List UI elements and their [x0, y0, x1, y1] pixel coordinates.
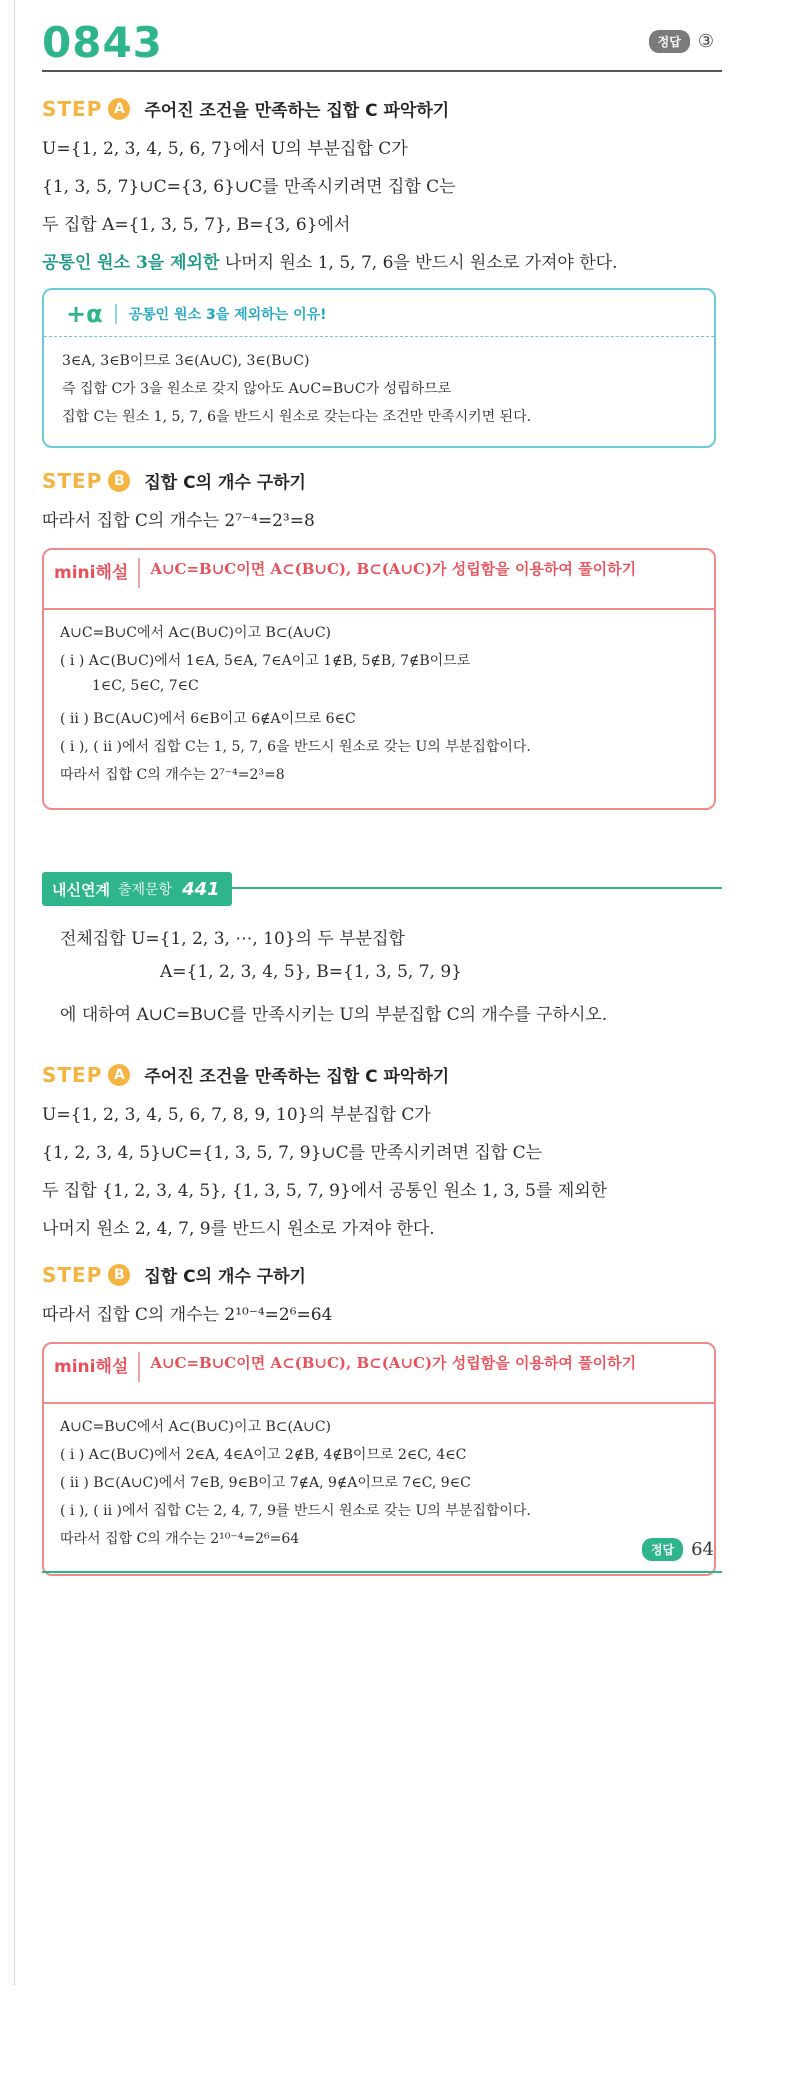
body-line: {1, 2, 3, 4, 5}∪C={1, 3, 5, 7, 9}∪C를 만족시키려면 집합 C는: [42, 1143, 543, 1163]
body-line: 나머지 원소 2, 4, 7, 9를 반드시 원소로 가져야 한다.: [42, 1219, 435, 1239]
mini-explanation-box: [42, 548, 716, 810]
mini-line: A∪C=B∪C에서 A⊂(B∪C)이고 B⊂(A∪C): [60, 1419, 332, 1435]
mini-line: ( i ), ( ii )에서 집합 C는 1, 5, 7, 6을 반드시 원소로 갖는 U의 부분집합이다.: [60, 739, 531, 755]
mini-header: [54, 558, 680, 588]
answer-header: [649, 30, 714, 53]
mini-title: A∪C=B∪C이면 A⊂(B∪C), B⊂(A∪C)가 성립함을 이용하여 풀이하기: [150, 560, 637, 578]
mini-label: mini해설: [54, 1357, 129, 1377]
step-letter-badge: B: [108, 1264, 130, 1286]
related-number: 441: [178, 874, 230, 904]
plus-alpha-line: 3∈A, 3∈B이므로 3∈(A∪C), 3∈(B∪C): [62, 353, 310, 369]
divider-bar: [138, 558, 140, 588]
body-text: 나머지 원소 1, 5, 7, 6을 반드시 원소로 가져야 한다.: [219, 253, 618, 273]
mini-header: [54, 1352, 680, 1382]
body-line: U={1, 2, 3, 4, 5, 6, 7}에서 U의 부분집합 C가: [42, 139, 408, 159]
mini-title: A∪C=B∪C이면 A⊂(B∪C), B⊂(A∪C)가 성립함을 이용하여 풀이하기: [150, 1354, 637, 1372]
answer-badge: 정답: [649, 30, 690, 53]
mini-line: 따라서 집합 C의 개수는 2¹⁰⁻⁴=2⁶=64: [60, 1531, 300, 1547]
step-label: STEP: [42, 96, 103, 121]
mini-line: A∪C=B∪C에서 A⊂(B∪C)이고 B⊂(A∪C): [60, 625, 332, 641]
step-title: 주어진 조건을 만족하는 집합 C 파악하기: [144, 1067, 450, 1087]
highlight-text: 공통인 원소 3을 제외한: [42, 253, 220, 273]
step-a-heading: [42, 96, 449, 121]
step-letter-badge: A: [108, 98, 130, 120]
plus-alpha-line: 즉 집합 C가 3을 원소로 갖지 않아도 A∪C=B∪C가 성립하므로: [62, 381, 452, 397]
related-label: 내신연계: [44, 874, 118, 904]
divider-bar: [138, 1352, 140, 1382]
mini-line: ( ii ) B⊂(A∪C)에서 7∈B, 9∈B이고 7∉A, 9∉A이므로 7∈C, 9∈C: [60, 1475, 471, 1491]
margin-dotted-line: [14, 0, 15, 1985]
body-line: 두 집합 {1, 2, 3, 4, 5}, {1, 3, 5, 7, 9}에서 공통인 원소 1, 3, 5를 제외한: [42, 1181, 608, 1201]
mini-line: ( i ), ( ii )에서 집합 C는 2, 4, 7, 9를 반드시 원소로 갖는 U의 부분집합이다.: [60, 1503, 531, 1519]
mini-line: 따라서 집합 C의 개수는 2⁷⁻⁴=2³=8: [60, 767, 285, 783]
body-line: 따라서 집합 C의 개수는 2¹⁰⁻⁴=2⁶=64: [42, 1305, 333, 1325]
problem-number: 0843: [42, 18, 163, 67]
header-divider: [42, 70, 722, 72]
plus-alpha-separator: [44, 336, 714, 337]
step-title: 집합 C의 개수 구하기: [144, 473, 306, 493]
body-line: 두 집합 A={1, 3, 5, 7}, B={3, 6}에서: [42, 215, 351, 235]
step-b-heading: [42, 468, 306, 493]
final-answer-badge: 정답: [642, 1538, 683, 1561]
answer-value: ③: [697, 31, 714, 52]
body-line: U={1, 2, 3, 4, 5, 6, 7, 8, 9, 10}의 부분집합 C가: [42, 1105, 431, 1125]
plus-alpha-box: [42, 288, 716, 448]
mini-line: ( i ) A⊂(B∪C)에서 1∈A, 5∈A, 7∈A이고 1∉B, 5∉B, 7∉B이므로: [60, 653, 471, 669]
plus-alpha-icon: +α: [66, 300, 103, 328]
body-line: 따라서 집합 C의 개수는 2⁷⁻⁴=2³=8: [42, 511, 315, 531]
final-answer: [642, 1538, 714, 1561]
question-line: A={1, 2, 3, 4, 5}, B={1, 3, 5, 7, 9}: [160, 962, 462, 982]
mini-label: mini해설: [54, 563, 129, 583]
plus-alpha-title: 공통인 원소 3을 제외하는 이유!: [128, 307, 327, 323]
final-answer-value: 64: [691, 1539, 714, 1560]
related-sub: 출제문항: [118, 874, 178, 904]
step-a2-heading: [42, 1062, 449, 1087]
related-banner: [42, 872, 232, 906]
step-label: STEP: [42, 1262, 103, 1287]
step-b2-heading: [42, 1262, 306, 1287]
plus-alpha-line: 집합 C는 원소 1, 5, 7, 6을 반드시 원소로 갖는다는 조건만 만족시키면 된다.: [62, 409, 532, 425]
mini-line: ( ii ) B⊂(A∪C)에서 6∈B이고 6∉A이므로 6∈C: [60, 711, 356, 727]
plus-alpha-header: [66, 300, 327, 328]
step-letter-badge: B: [108, 470, 130, 492]
bottom-divider: [42, 1571, 722, 1573]
step-letter-badge: A: [108, 1064, 130, 1086]
step-title: 주어진 조건을 만족하는 집합 C 파악하기: [144, 101, 450, 121]
step-title: 집합 C의 개수 구하기: [144, 1267, 306, 1287]
mini-line: 1∈C, 5∈C, 7∈C: [92, 678, 199, 694]
question-line: 전체집합 U={1, 2, 3, ⋯, 10}의 두 부분집합: [60, 929, 405, 949]
step-label: STEP: [42, 468, 103, 493]
mini-line: ( i ) A⊂(B∪C)에서 2∈A, 4∈A이고 2∉B, 4∉B이므로 2∈C, 4∈C: [60, 1447, 467, 1463]
step-label: STEP: [42, 1062, 103, 1087]
body-line: {1, 3, 5, 7}∪C={3, 6}∪C를 만족시키려면 집합 C는: [42, 177, 456, 197]
mini-separator: [44, 1402, 714, 1404]
body-line: [42, 248, 617, 273]
question-line: 에 대하여 A∪C=B∪C를 만족시키는 U의 부분집합 C의 개수를 구하시오.: [60, 1005, 608, 1025]
mini-explanation-box: [42, 1342, 716, 1576]
divider-bar: [115, 304, 117, 324]
mini-separator: [44, 608, 714, 610]
